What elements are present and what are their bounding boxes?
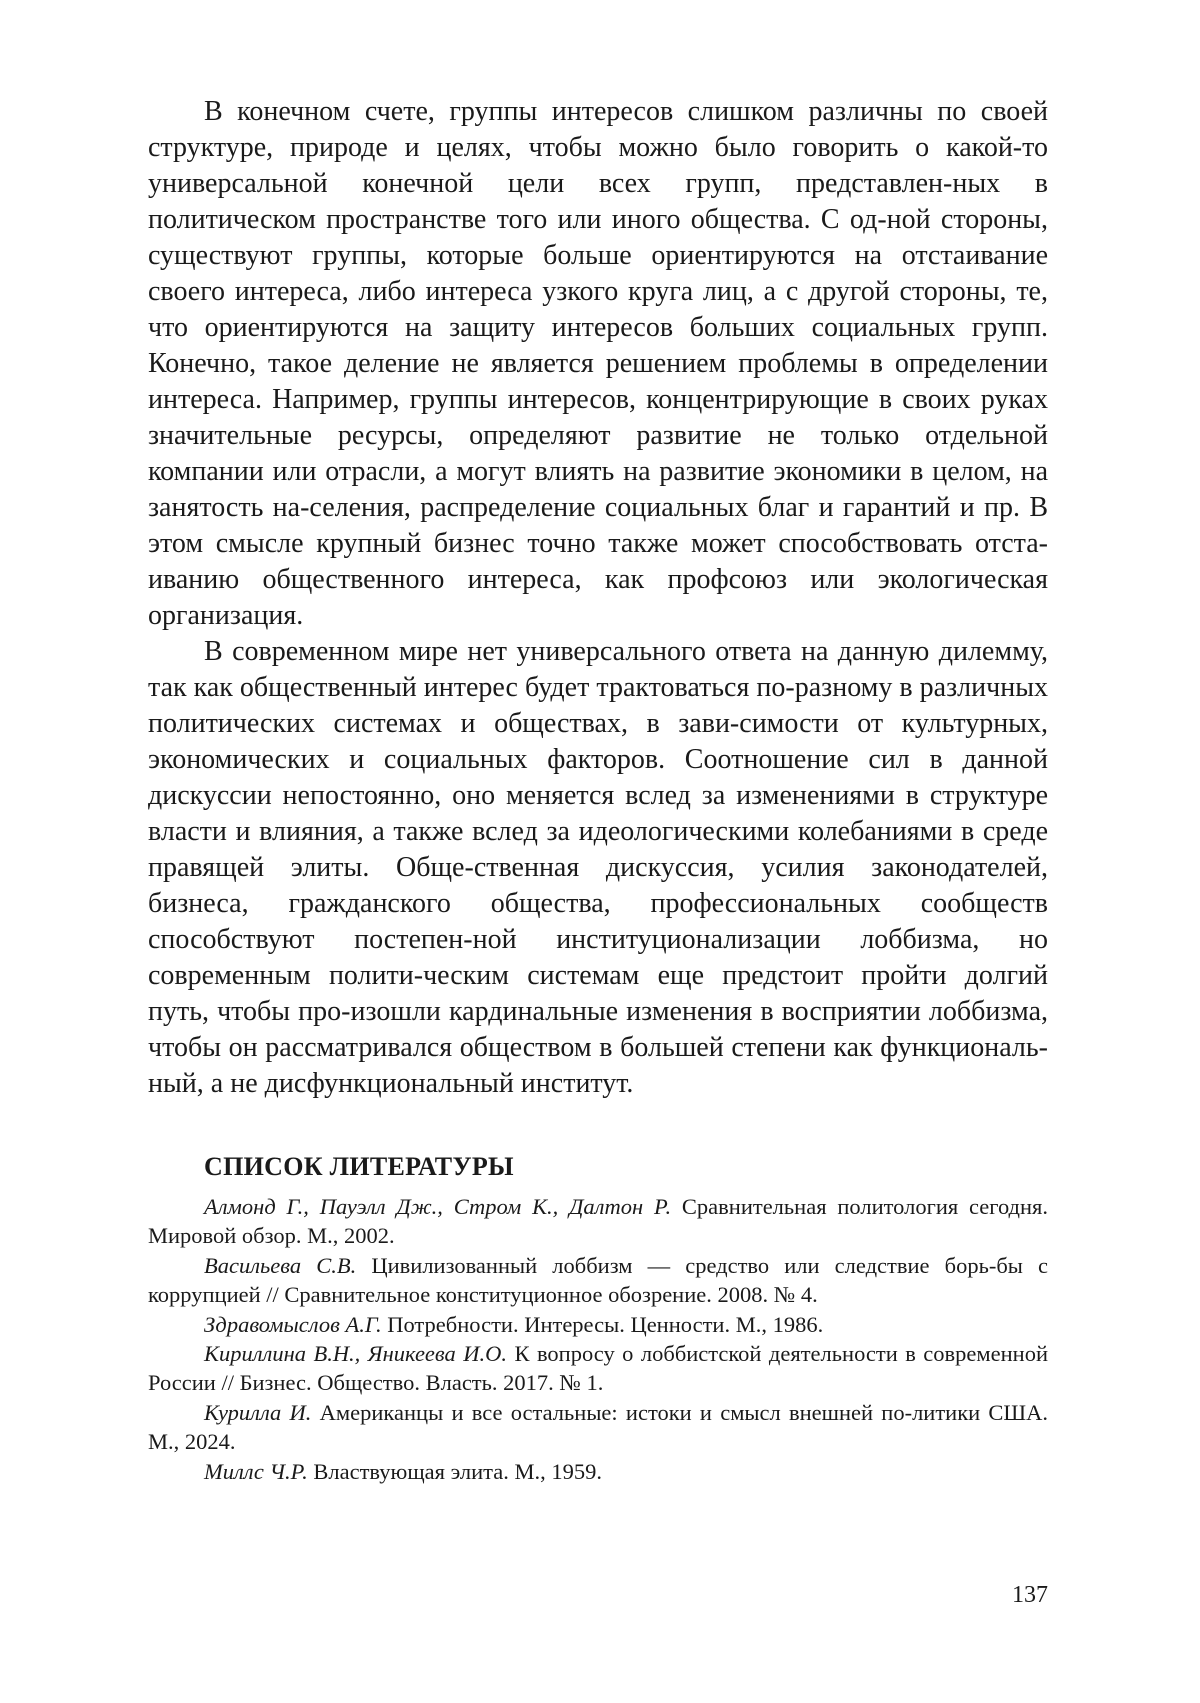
reference-text: К вопросу о лоббистской деятельности в современной России // Бизнес. Общество. Власть. 2017. № 1. — [148, 1341, 1048, 1396]
paragraph-1-line: В конечном счете, группы интересов слишком различны по своей структуре, природе и целях, чтобы можно было говорить о какой-то универсальной конечной цели всех групп, представлен- — [148, 96, 1048, 199]
page-number: 137 — [1012, 1582, 1048, 1608]
paragraph-2-line: ный, а не дисфункциональный институт. — [148, 1068, 634, 1099]
reference-item — [148, 1339, 1048, 1398]
paragraph-1-line: иванию общественного интереса, как профсоюз или экологическая организация. — [148, 564, 1048, 631]
page-content — [148, 94, 1048, 1486]
reference-item — [148, 1398, 1048, 1457]
paragraph-2-line: разному в различных политических системах и обществах, в зави- — [148, 672, 1049, 739]
reference-authors: Миллс Ч.Р. — [204, 1458, 308, 1484]
reference-authors: Васильева С.В. — [204, 1252, 357, 1278]
reference-text: Американцы и все остальные: истоки и смысл внешней по- — [319, 1399, 913, 1425]
references-list — [148, 1192, 1048, 1486]
paragraph-2-line: изошли кардинальные изменения в восприятии лоббизма, чтобы он рассматривался обществом в большей степени как функциональ- — [148, 996, 1049, 1063]
paragraph-2-line: ческим системам еще предстоит пройти долгий путь, чтобы про- — [148, 960, 1048, 1027]
paragraph-1-line: селения, распределение социальных благ и гарантий и пр. В этом смысле крупный бизнес точно также может способствовать отста- — [148, 492, 1049, 559]
reference-authors: Кириллина В.Н., Яникеева И.О. — [204, 1341, 507, 1367]
paragraph-2-line: ственная дискуссия, усилия законодателей, бизнеса, гражданского общества, профессиональных сообществ способствуют постепен- — [148, 852, 1048, 955]
paragraph-2-line: В современном мире нет универсального ответа на данную дилемму, так как общественный интерес будет трактоваться по- — [148, 636, 1048, 703]
paragraph-2 — [148, 634, 1048, 1102]
reference-text: Цивилизованный лоббизм — средство или следствие борь- — [371, 1252, 997, 1278]
reference-text: бы с коррупцией // Сравнительное конституционное обозрение. 2008. № 4. — [148, 1252, 1048, 1308]
reference-text: литики США. М., 2024. — [148, 1399, 1049, 1455]
reference-authors: Здравомыслов А.Г. — [204, 1311, 382, 1337]
paragraph-1-line: ных в политическом пространстве того или иного общества. С од- — [148, 168, 1048, 235]
references-heading: СПИСОК ЛИТЕРАТУРЫ — [204, 1152, 514, 1181]
reference-text: Сравнительная политология сегодня. Мировой обзор. М., 2002. — [148, 1194, 1049, 1249]
reference-authors: Алмонд Г., Пауэлл Дж., Стром К., Далтон Р. — [204, 1194, 672, 1219]
paragraph-2-line: симости от культурных, экономических и социальных факторов. Соотношение сил в данной дискуссии непостоянно, оно меняется вслед за изменениями в структуре власти и влияния, а также вслед за идеологическими колебаниями в среде правящей элиты. Обще- — [148, 708, 1048, 883]
paragraph-1-line: ной стороны, существуют группы, которые больше ориентируются на отстаивание своего интереса, либо интереса узкого круга лиц, а с другой стороны, те, что ориентируются на защиту интересов больших социальных групп. Конечно, такое деление не является решением проблемы в определении интереса. Например, группы интересов, концентрирующие в своих руках значительные ресурсы, определяют развитие не только отдельной компании или отрасли, а могут влиять на развитие экономики в целом, на занятость на- — [148, 204, 1048, 523]
reference-text: Властвующая элита. М., 1959. — [313, 1458, 602, 1484]
paragraph-2-line: ной институционализации лоббизма, но современным полити- — [148, 924, 1048, 991]
reference-item — [148, 1310, 1048, 1339]
reference-item — [148, 1457, 1048, 1486]
reference-text: Потребности. Интересы. Ценности. М., 1986. — [387, 1311, 824, 1337]
reference-item — [148, 1192, 1048, 1251]
reference-authors: Курилла И. — [204, 1399, 312, 1425]
reference-item — [148, 1251, 1048, 1310]
paragraph-1 — [148, 94, 1048, 634]
body-text — [148, 94, 1048, 1102]
